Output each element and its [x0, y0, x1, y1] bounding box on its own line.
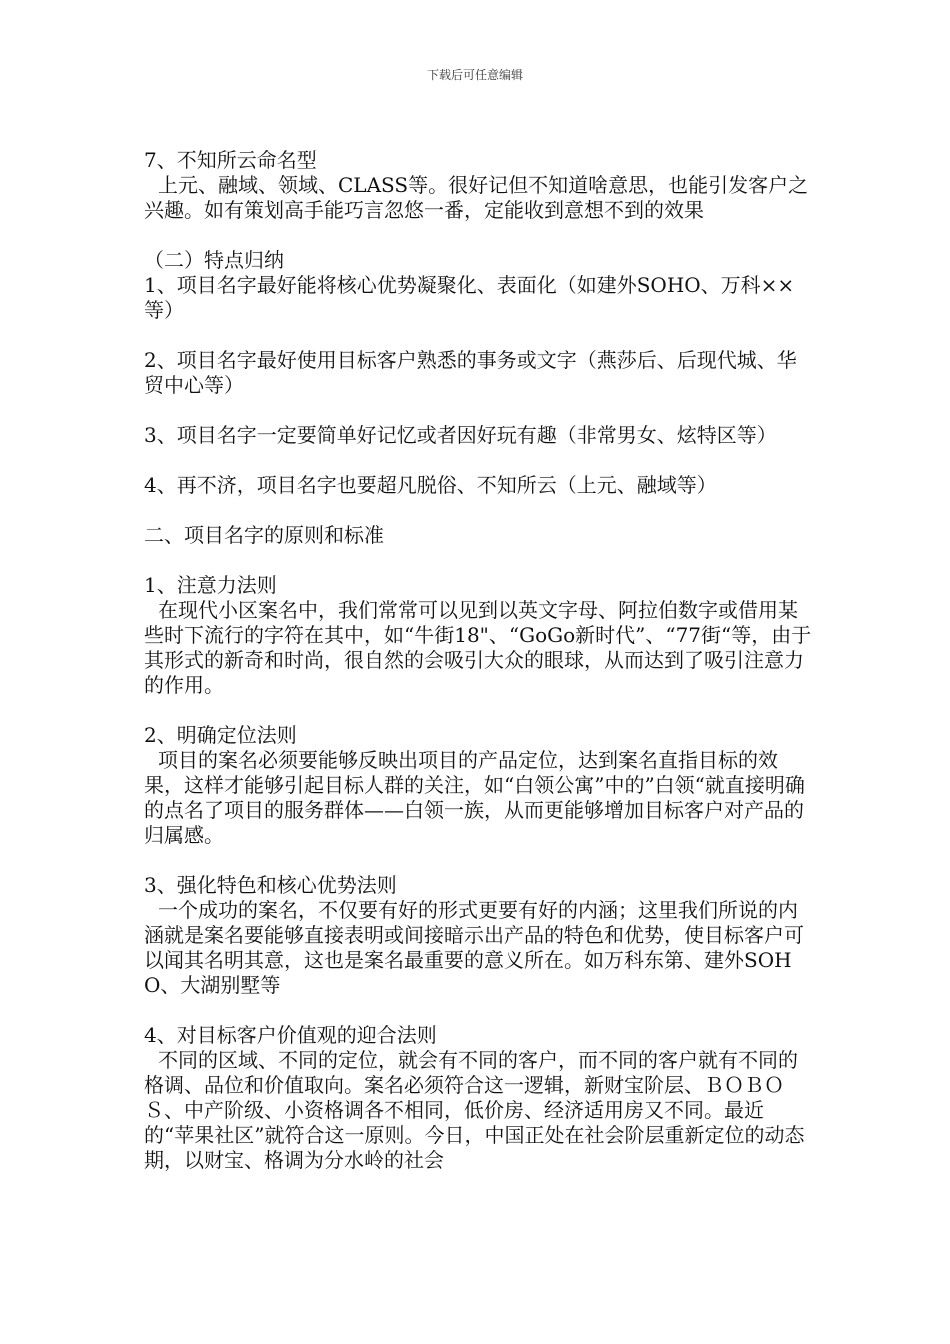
heading-line: 3、强化特色和核心优势法则: [144, 873, 397, 897]
paragraph-spacer: [144, 398, 814, 423]
body-paragraph: 项目的案名必须要能够反映出项目的产品定位，达到案名直指目标的效果，这样才能够引起目标人群的关注，如“白领公寓”中的”白领“就直接明确的点名了项目的服务群体——白领一族，从而更能够增加目标客户对产品的归属感。: [144, 748, 805, 847]
paragraph-spacer: [144, 698, 814, 723]
body-paragraph: 一个成功的案名，不仅要有好的形式更要有好的内涵；这里我们所说的内涵就是案名要能够直接表明或间接暗示出产品的特色和优势，使目标客户可以闻其名明其意，这也是案名最重要的意义所在。如万科东第、建外SOHO、大湖别墅等: [144, 898, 804, 997]
heading-line: 1、注意力法则: [144, 573, 277, 597]
paragraph-spacer: [144, 323, 814, 348]
paragraph-spacer: [144, 548, 814, 573]
paragraph-spacer: [144, 848, 814, 873]
heading-line: 7、不知所云命名型: [144, 148, 317, 172]
document-body: [144, 148, 814, 1173]
heading-line: 2、明确定位法则: [144, 723, 297, 747]
page-header: 下载后可任意编辑: [426, 68, 523, 82]
heading-line: 二、项目名字的原则和标准: [144, 523, 384, 547]
heading-line: 4、再不济，项目名字也要超凡脱俗、不知所云（上元、融域等）: [144, 473, 717, 497]
heading-line: 2、项目名字最好使用目标客户熟悉的事务或文字（燕莎后、后现代城、华贸中心等）: [144, 348, 797, 397]
paragraph-spacer: [144, 998, 814, 1023]
heading-line: （二）特点归纳: [144, 248, 284, 272]
body-paragraph: 上元、融域、领域、CLASS等。很好记但不知道啥意思，也能引发客户之兴趣。如有策划高手能巧言忽悠一番，定能收到意想不到的效果: [144, 173, 809, 222]
paragraph-spacer: [144, 448, 814, 473]
heading-line: 1、项目名字最好能将核心优势凝聚化、表面化（如建外SOHO、万科××等）: [144, 273, 795, 322]
heading-line: 3、项目名字一定要简单好记忆或者因好玩有趣（非常男女、炫特区等）: [144, 423, 777, 447]
paragraph-spacer: [144, 498, 814, 523]
body-paragraph: 不同的区域、不同的定位，就会有不同的客户，而不同的客户就有不同的格调、品位和价值取向。案名必须符合这一逻辑，新财宝阶层、ＢＯＢＯＳ、中产阶级、小资格调各不相同，低价房、经济适用房又不同。最近的“苹果社区”就符合这一原则。今日，中国正处在社会阶层重新定位的动态期，以财宝、格调为分水岭的社会: [144, 1048, 805, 1172]
paragraph-spacer: [144, 223, 814, 248]
body-paragraph: 在现代小区案名中，我们常常可以见到以英文字母、阿拉伯数字或借用某些时下流行的字符在其中，如“牛街18"、“GoGo新时代”、“77街“等，由于其形式的新奇和时尚，很自然的会吸引大众的眼球，从而达到了吸引注意力的作用。: [144, 598, 812, 697]
heading-line: 4、对目标客户价值观的迎合法则: [144, 1023, 437, 1047]
